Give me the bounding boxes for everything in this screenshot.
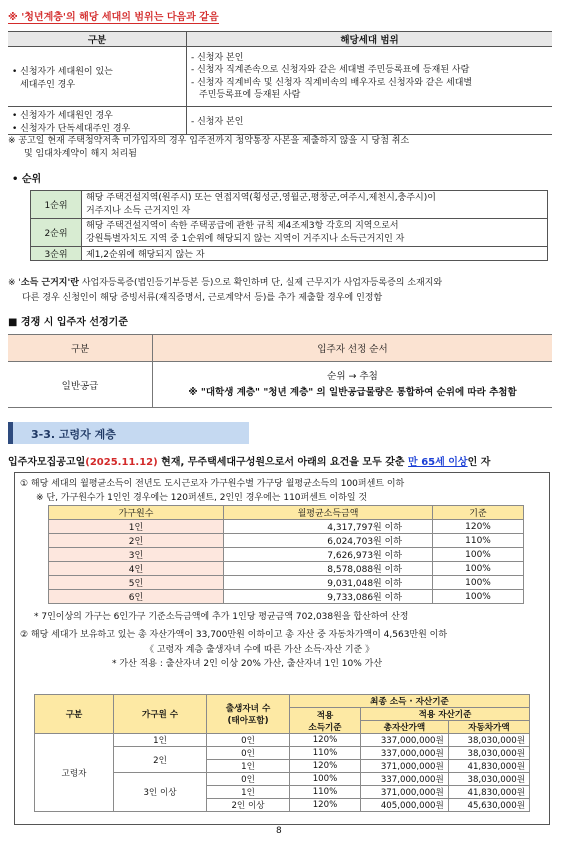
- income-basis: 120%: [433, 520, 524, 534]
- criteria-title: 《 고령자 계층 출생자녀 수에 따른 가산 소득·자산 기준 》: [145, 645, 375, 655]
- asset-header-car: 자동차가액: [448, 721, 529, 734]
- asset-income: 120%: [290, 799, 361, 812]
- asset-income: 120%: [290, 734, 361, 747]
- section-title-bar: [8, 422, 249, 444]
- income-basis-note: ※ '소득 근거지'란 사업자등록증(법인등기부등본 등)으로 확인하며 단, 실제 근무지가 사업자등록증의 소재지와 다른 경우 신청인이 해당 증빙서류(재직증명서, 근로계약서 등)를 추가 제출할 경우에 인정함: [8, 278, 443, 303]
- rank-desc: 해당 주택건설지역(원주시) 또는 연접지역(횡성군,영월군,평창군,여주시,제천시,충주시)이 거주지나 소득 근거지인 자: [82, 191, 548, 219]
- asset-total: 337,000,000원: [361, 734, 449, 747]
- income-basis: 100%: [433, 562, 524, 576]
- asset-header-income: 적용 소득기준: [290, 708, 361, 734]
- asset-income: 110%: [290, 786, 361, 799]
- scope-row2-category: • 신청자가 세대원인 경우 • 신청자가 단독세대주인 경우: [8, 107, 187, 135]
- asset-members: 1인: [114, 734, 207, 747]
- asset-header-final: 최종 소득 · 자산기준: [290, 695, 530, 708]
- scope-header-range: 해당세대 범위: [187, 32, 553, 47]
- asset-header-asset: 적용 자산기준: [361, 708, 530, 721]
- asset-car: 38,030,000원: [448, 747, 529, 760]
- rank-table: [30, 190, 548, 261]
- income-members: 3인: [49, 548, 224, 562]
- asset-children: 0인: [207, 773, 290, 786]
- income-members: 6인: [49, 590, 224, 604]
- asset-income: 120%: [290, 760, 361, 773]
- income-basis: 110%: [433, 534, 524, 548]
- income-header-amount: 월평균소득금액: [224, 506, 433, 520]
- asset-table: [34, 694, 530, 812]
- income-members: 2인: [49, 534, 224, 548]
- rank-label: 3순위: [31, 247, 82, 261]
- income-basis: 100%: [433, 548, 524, 562]
- asset-children: 0인: [207, 747, 290, 760]
- income-exception-note: ※ 단, 가구원수가 1인인 경우에는 120퍼센트, 2인인 경우에는 110퍼센트 이하일 것: [36, 493, 368, 503]
- asset-members: 3인 이상: [114, 773, 207, 812]
- asset-total: 371,000,000원: [361, 786, 449, 799]
- asset-children: 0인: [207, 734, 290, 747]
- asset-children: 1인: [207, 760, 290, 773]
- income-amount: 8,578,088원 이하: [224, 562, 433, 576]
- asset-total: 337,000,000원: [361, 773, 449, 786]
- asset-car: 45,630,000원: [448, 799, 529, 812]
- asset-car: 41,830,000원: [448, 760, 529, 773]
- scope-row2-range: - 신청자 본인: [187, 107, 553, 135]
- section-title: 3-3. 고령자 계층: [31, 428, 116, 441]
- rank-label: 1순위: [31, 191, 82, 219]
- page-number: 8: [276, 826, 282, 836]
- elderly-intro: 입주자모집공고일(2025.11.12) 현재, 무주택세대구성원으로서 아래의 요건을 모두 갖춘 만 65세 이상인 자: [8, 457, 491, 468]
- criteria-note: * 가산 적용 : 출산자녀 2인 이상 20% 가산, 출산자녀 1인 10% 가산: [112, 659, 383, 669]
- asset-car: 41,830,000원: [448, 786, 529, 799]
- income-requirement: ① 해당 세대의 월평균소득이 전년도 도시근로자 가구원수별 가구당 월평균소득의 100퍼센트 이하: [20, 479, 405, 489]
- asset-header-group: 구분: [35, 695, 114, 734]
- income-amount: 9,733,086원 이하: [224, 590, 433, 604]
- income-basis: 100%: [433, 576, 524, 590]
- income-members: 5인: [49, 576, 224, 590]
- income-members: 4인: [49, 562, 224, 576]
- income-amount: 7,626,973원 이하: [224, 548, 433, 562]
- selection-table: [8, 334, 552, 408]
- asset-car: 38,030,000원: [448, 734, 529, 747]
- income-basis: 100%: [433, 590, 524, 604]
- asset-header-total: 총자산가액: [361, 721, 449, 734]
- savings-account-note: ※ 공고일 현재 주택청약저축 미가입자의 경우 입주전까지 청약통장 사본을 제출하지 않을 시 당첨 취소 및 임대차계약이 해지 처리됨: [8, 136, 410, 159]
- asset-total: 371,000,000원: [361, 760, 449, 773]
- selection-header-category: 구분: [8, 335, 153, 362]
- income-amount: 9,031,048원 이하: [224, 576, 433, 590]
- income-table: [48, 505, 524, 604]
- asset-header-children: 출생자녀 수 (태아포함): [207, 695, 290, 734]
- asset-total: 337,000,000원: [361, 747, 449, 760]
- asset-requirement: ② 해당 세대가 보유하고 있는 총 자산가액이 33,700만원 이하이고 총 자산 중 자동차가액이 4,563만원 이하: [20, 630, 448, 640]
- youth-scope-heading: ※ '청년계층'의 해당 세대의 범위는 다음과 같음: [8, 8, 219, 24]
- asset-header-members: 가구원 수: [114, 695, 207, 734]
- asset-car: 38,030,000원: [448, 773, 529, 786]
- asset-children: 2인 이상: [207, 799, 290, 812]
- large-household-note: * 7인이상의 가구는 6인가구 기준소득금액에 추가 1인당 평균금액 702,038원을 합산하여 산정: [34, 612, 409, 622]
- scope-row1-category: • 신청자가 세대원이 있는 세대주인 경우: [8, 47, 187, 107]
- rank-desc: 제1,2순위에 해당되지 않는 자: [82, 247, 548, 261]
- income-members: 1인: [49, 520, 224, 534]
- asset-members: 2인: [114, 747, 207, 773]
- selection-row-order: 순위 → 추첨 ※ "대학생 계층" "청년 계층" 의 일반공급물량은 통합하여 순위에 따라 추첨함: [153, 362, 553, 408]
- rank-heading: • 순위: [12, 174, 42, 185]
- scope-row1-range: - 신청자 본인 - 신청자 직계존속으로 신청자와 같은 세대별 주민등록표에 등재된 사람 - 신청자 직계비속 및 신청자 직계비속의 배우자로 신청자와 같은 세대별 주민등록표에 등재된 사람: [187, 47, 553, 107]
- rank-label: 2순위: [31, 219, 82, 247]
- selection-heading: ■ 경쟁 시 입주자 선정기준: [8, 317, 128, 328]
- asset-children: 1인: [207, 786, 290, 799]
- rank-desc: 해당 주택건설지역이 속한 주택공급에 관한 규칙 제4조제3항 각호의 지역으로서 강원특별자치도 지역 중 1순위에 해당되지 않는 지역이 거주지나 소득근거지인 자: [82, 219, 548, 247]
- asset-group-label: 고령자: [35, 734, 114, 812]
- asset-income: 100%: [290, 773, 361, 786]
- income-amount: 4,317,797원 이하: [224, 520, 433, 534]
- household-scope-table: [8, 31, 552, 135]
- income-header-basis: 기준: [433, 506, 524, 520]
- selection-header-order: 입주자 선정 순서: [153, 335, 553, 362]
- asset-income: 110%: [290, 747, 361, 760]
- asset-total: 405,000,000원: [361, 799, 449, 812]
- selection-row-label: 일반공급: [8, 362, 153, 408]
- income-header-members: 가구원수: [49, 506, 224, 520]
- income-amount: 6,024,703원 이하: [224, 534, 433, 548]
- scope-header-category: 구분: [8, 32, 187, 47]
